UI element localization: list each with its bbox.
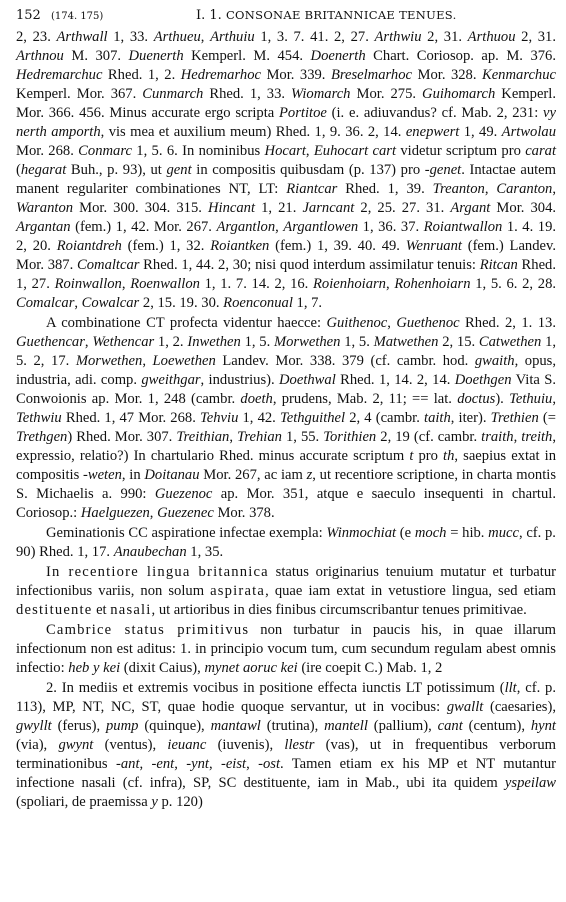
italic-term: -ost <box>258 756 280 772</box>
text-run: Kemperl. Mor. 366. 456. Minus accurate ergo scripta <box>16 86 556 121</box>
text-run: , <box>305 143 314 159</box>
text-run: , <box>139 756 152 772</box>
text-run: , <box>149 505 158 521</box>
italic-term: Comaltcar <box>77 257 140 273</box>
italic-term: doctus <box>457 391 496 407</box>
italic-term: moch <box>414 525 447 541</box>
italic-term: Hocart <box>264 143 306 159</box>
italic-term: hegarat <box>20 162 67 178</box>
text-run: Rhed. 1, 33. <box>203 86 292 102</box>
text-run: Mor. 304. <box>490 200 557 216</box>
spaced-emphasis: Cambrice status primitivus <box>46 622 250 638</box>
paragraph <box>16 563 556 620</box>
spaced-emphasis: In recentiore lingua britannica <box>46 564 269 580</box>
text-run: Chart. Coriosop. ap. M. 376. <box>365 48 556 64</box>
italic-term: z <box>306 467 313 483</box>
text-run: ( <box>16 162 21 178</box>
text-run: , ut artioribus in dies finibus circumscribantur tenues primitivae. <box>151 602 527 618</box>
text-run: ap. Mor. 351, atque e saeculo insequenti in chartul. Coriosop.: <box>16 486 556 521</box>
text-run: (e <box>396 525 415 541</box>
text-run: , cf. p. 90) Rhed. 1, 17. <box>16 525 556 560</box>
text-run: , <box>208 756 221 772</box>
italic-term: Portitoe <box>279 105 327 121</box>
italic-term: Arthueu <box>153 29 201 45</box>
text-run: (fem.) 1, 39. 40. 49. <box>269 238 406 254</box>
italic-term: carat <box>525 143 557 159</box>
paragraph <box>16 679 556 812</box>
text-run: Rhed. 1, 39. <box>337 181 433 197</box>
spaced-emphasis: aspirata <box>210 583 266 599</box>
text-run: 1, 35. <box>186 544 224 560</box>
text-run: , saepius extat in compositis <box>16 448 556 483</box>
text-run: , in <box>121 467 145 483</box>
text-run: Landev. Mor. 338. 379 (cf. cambr. hod. <box>215 353 475 369</box>
text-run: 2. In mediis et extremis vocibus in positione effecta iunctis LT potissimum ( <box>46 680 505 696</box>
paragraph <box>16 524 556 562</box>
text-run: , <box>174 756 187 772</box>
text-run: Rhed. 1, 14. 2, 14. <box>335 372 455 388</box>
text-run: . Tamen etiam ex his MP et NT mutantur infectione nasali (cf. infra), SP, SC destituente, iam in Mab., ubi ita quidem <box>16 756 556 791</box>
text-run: Kemperl. M. 454. <box>183 48 311 64</box>
italic-term: mantell <box>324 718 368 734</box>
italic-term: enepwert <box>405 124 460 140</box>
paragraph <box>16 28 556 313</box>
italic-term: Guethenoc <box>396 315 460 331</box>
text-run: non turbatur in paucis his, in quae illarum infectionum non est aditus: 1. in principio vocum tum, cum secundum regulam abest omnis infectio: <box>16 622 557 676</box>
italic-term: -weten <box>82 467 122 483</box>
italic-term: Doenerth <box>310 48 366 64</box>
spaced-emphasis: destituente <box>16 602 93 618</box>
text-run: (quinque), <box>138 718 211 734</box>
italic-term: gwallt <box>446 699 484 715</box>
text-run: (vas), ut in frequentibus verborum terminationibus <box>16 737 556 772</box>
text-run: Geminationis CC aspiratione infectae exempla: <box>46 525 327 541</box>
italic-term: Roenconual <box>223 295 293 311</box>
italic-term: Conmarc <box>78 143 132 159</box>
chapter-number: I. 1. <box>196 8 222 23</box>
text-run: , <box>552 391 556 407</box>
text-run: 1, 5. 2, 17. <box>16 334 557 369</box>
text-run: 1, 33. <box>107 29 154 45</box>
text-run: (ferus), <box>51 718 106 734</box>
italic-term: th <box>443 448 455 464</box>
italic-term: Trethien <box>490 410 539 426</box>
text-run: , <box>121 276 131 292</box>
italic-term: Trethgen <box>16 429 68 445</box>
text-run: 1, 42. <box>238 410 280 426</box>
text-run: Rhed. 1, 27. <box>16 257 557 292</box>
italic-term: Arthnou <box>16 48 64 64</box>
text-run: ) Rhed. Mor. 307. <box>67 429 177 445</box>
italic-term: gwaith <box>474 353 515 369</box>
italic-term: hynt <box>530 718 556 734</box>
italic-term: Cunmarch <box>142 86 204 102</box>
italic-term: cant <box>437 718 463 734</box>
italic-term: y <box>151 794 158 810</box>
italic-term: Loewethen <box>152 353 216 369</box>
running-header <box>16 6 556 28</box>
text-run: , ut recentiore scriptione, in charta montis S. Michaelis a. 990: <box>16 467 556 502</box>
text-run: Rhed. 1, 2. <box>102 67 181 83</box>
text-run: 1, 5. <box>340 334 374 350</box>
italic-term: Wiomarch <box>291 86 351 102</box>
text-run: 2, 31. <box>515 29 557 45</box>
text-run: in compositis quibusdam (p. 137) pro <box>191 162 425 178</box>
italic-term: Arthuiu <box>210 29 255 45</box>
text-run: Mor. 378. <box>213 505 275 521</box>
italic-term: llestr <box>284 737 315 753</box>
italic-term: Tehviu <box>199 410 239 426</box>
text-run: (pallium), <box>367 718 438 734</box>
text-run: 1, 3. 7. 41. 2, 27. <box>254 29 375 45</box>
spaced-emphasis: nasali <box>110 602 152 618</box>
text-run: , <box>513 429 522 445</box>
text-run: Mor. 268. <box>16 143 79 159</box>
text-run: Mor. 339. <box>260 67 331 83</box>
text-run: , cf. p. 113), MP, NT, NC, ST, quae hodie quoque servantur, ut in vocibus: <box>16 680 556 715</box>
page-number: 152 <box>16 8 41 23</box>
text-run: , iter). <box>450 410 491 426</box>
italic-term: Anaubechan <box>113 544 187 560</box>
text-run: Rhed. 1, 44. 2, 30; nisi quod interdum assimilatur tenuis: <box>139 257 480 273</box>
text-run: (via), <box>16 737 59 753</box>
italic-term: Torithien <box>323 429 377 445</box>
italic-term: Argantlowen <box>283 219 359 235</box>
italic-term: Haelguezen <box>80 505 150 521</box>
italic-term: Tethuiu <box>509 391 553 407</box>
italic-term: Inwethen <box>187 334 241 350</box>
text-run: Kemperl. Mor. 367. <box>16 86 143 102</box>
italic-term: Jarncant <box>302 200 355 216</box>
italic-term: Wenruant <box>405 238 462 254</box>
text-run: , <box>387 315 397 331</box>
italic-term: treith <box>521 429 553 445</box>
italic-term: -ynt <box>186 756 209 772</box>
italic-term: Roinwallon <box>54 276 122 292</box>
italic-term: Argantlon <box>216 219 276 235</box>
italic-term: heb y kei <box>68 660 121 676</box>
text-run: (fem.) 1, 32. <box>121 238 211 254</box>
italic-term: Breselmarhoc <box>330 67 413 83</box>
text-run: Mor. 300. 304. 315. <box>73 200 208 216</box>
text-run: A combinatione CT profecta videntur haecce: <box>46 315 327 331</box>
italic-term: ieuanc <box>167 737 207 753</box>
italic-term: taith <box>424 410 451 426</box>
text-run: , expressio, relatio?) In chartulario Rhed. minus accurate scriptum <box>16 429 557 464</box>
italic-term: Treanton <box>432 181 485 197</box>
text-run: 1. 4. 19. 2, 20. <box>16 219 557 254</box>
text-run: 1, 5. 6. In nominibus <box>131 143 265 159</box>
text-run: . Intactae autem manent regulariter combinationes NT, LT: <box>16 162 556 197</box>
paragraph <box>16 621 556 678</box>
text-run: , vis mea et auxilium meum) Rhed. 1, 9. 36. 2, 14. <box>100 124 406 140</box>
text-run: , <box>200 29 211 45</box>
italic-term: Hincant <box>208 200 256 216</box>
italic-term: Argantan <box>16 219 71 235</box>
italic-term: Arthwiu <box>374 29 422 45</box>
italic-term: Duenerth <box>128 48 184 64</box>
text-run: , <box>275 219 284 235</box>
italic-term: Kenmarchuc <box>481 67 556 83</box>
text-run: status originarius tenuium mutatur et turbatur infectionibus variis, non solum <box>16 564 556 599</box>
text-run: 1, 5. <box>240 334 274 350</box>
italic-term: -genet <box>424 162 462 178</box>
italic-term: Catwethen <box>478 334 542 350</box>
italic-term: llt <box>504 680 517 696</box>
italic-term: mynet aoruc kei <box>204 660 298 676</box>
italic-term: Morwethen <box>75 353 143 369</box>
italic-term: gweithgar <box>141 372 201 388</box>
text-run: Mor. 267, ac iam <box>199 467 307 483</box>
text-run: (spoliari, de praemissa <box>16 794 152 810</box>
text-run: 2, 23. <box>16 29 57 45</box>
italic-term: mucc <box>488 525 519 541</box>
text-run: Rhed. 2, 1. 13. <box>459 315 557 331</box>
text-run: 1, 55. <box>281 429 324 445</box>
italic-term: yspeilaw <box>504 775 556 791</box>
text-run: Buh., p. 93), ut <box>66 162 167 178</box>
italic-term: Guezenoc <box>154 486 213 502</box>
text-run: , <box>552 181 556 197</box>
text-run: Mor. 275. <box>350 86 423 102</box>
text-run: 1, 5. 6. 2, 28. <box>470 276 557 292</box>
italic-term: Arthwall <box>56 29 108 45</box>
italic-term: pump <box>106 718 139 734</box>
italic-term: Roenwallon <box>130 276 200 292</box>
text-run: (i. e. adiuvandus? cf. Mab. 2, 231: <box>326 105 544 121</box>
text-run: , industrius). <box>200 372 279 388</box>
italic-term: -ent <box>151 756 175 772</box>
text-run: , <box>74 295 82 311</box>
text-run: Mor. 328. <box>412 67 482 83</box>
text-run: , opus, industria, adi. comp. <box>16 353 557 388</box>
text-run: , <box>385 276 395 292</box>
text-run: 2, 19 (cf. cambr. <box>376 429 482 445</box>
italic-term: Doitanau <box>144 467 200 483</box>
italic-term: Matwethen <box>373 334 439 350</box>
italic-term: t <box>409 448 414 464</box>
italic-term: Roiantdreh <box>56 238 122 254</box>
text-run: 1, 1. 7. 14. 2, 16. <box>199 276 314 292</box>
text-run: 2, 31. <box>421 29 468 45</box>
italic-term: Arthuou <box>467 29 516 45</box>
italic-term: Roiantwallon <box>423 219 503 235</box>
italic-term: -ant <box>115 756 140 772</box>
italic-term: Cowalcar <box>81 295 140 311</box>
italic-term: Ritcan <box>479 257 518 273</box>
text-run: et <box>92 602 111 618</box>
text-run: (dixit Caius), <box>120 660 205 676</box>
italic-term: Rohenhoiarn <box>394 276 471 292</box>
italic-term: Winmochiat <box>326 525 397 541</box>
italic-term: Tethguithel <box>279 410 346 426</box>
italic-term: -eist <box>220 756 247 772</box>
text-run: p. 120) <box>157 794 203 810</box>
text-run: 2, 25. 27. 31. <box>354 200 451 216</box>
italic-term: Euhocart cart <box>313 143 397 159</box>
text-run: , <box>229 429 238 445</box>
italic-term: Comalcar <box>16 295 75 311</box>
text-run: , <box>246 756 259 772</box>
italic-term: Roienhoiarn <box>313 276 386 292</box>
text-run: (fem.) 1, 42. Mor. 267. <box>70 219 217 235</box>
italic-term: Artwolau <box>501 124 556 140</box>
italic-term: Doethwal <box>279 372 336 388</box>
text-run: , <box>142 353 153 369</box>
italic-term: Roiantken <box>210 238 270 254</box>
italic-term: Hedremarchuc <box>16 67 103 83</box>
text-run: 1, 49. <box>459 124 502 140</box>
text-run: Rhed. 1, 47 Mor. 268. <box>61 410 200 426</box>
text-run: 1, 2. <box>154 334 188 350</box>
italic-term: Argant <box>450 200 491 216</box>
text-run: , prudens, Mab. 2, 11; == lat. <box>272 391 458 407</box>
text-run: , quae iam extat in vetustiore lingua, sed etiam <box>265 583 556 599</box>
italic-term: doeth <box>240 391 273 407</box>
paragraph <box>16 314 556 523</box>
italic-term: Guihomarch <box>422 86 496 102</box>
section-ref: (174. 175) <box>50 11 104 22</box>
italic-term: traith <box>481 429 514 445</box>
italic-term: Waranton <box>16 200 74 216</box>
italic-term: Doethgen <box>454 372 512 388</box>
text-run: (caesaries), <box>483 699 556 715</box>
italic-term: Treithian <box>176 429 230 445</box>
italic-term: vy nerth amporth <box>16 105 557 140</box>
italic-term: gwynt <box>58 737 94 753</box>
text-run: 1, 36. 37. <box>358 219 424 235</box>
text-run: 2, 15. <box>438 334 479 350</box>
text-run: (iuvenis), <box>206 737 285 753</box>
text-run: 2, 4 (cambr. <box>345 410 425 426</box>
text-run: = hib. <box>446 525 489 541</box>
text-run: 1, 21. <box>255 200 303 216</box>
text-run: ). <box>495 391 510 407</box>
italic-term: Guezenec <box>157 505 214 521</box>
italic-term: gent <box>166 162 192 178</box>
italic-term: Hedremarhoc <box>180 67 261 83</box>
italic-term: Guethencar <box>16 334 85 350</box>
chapter-title: CONSONAE BRITANNICAE TENUES. <box>225 8 457 22</box>
text-run: pro <box>413 448 444 464</box>
italic-term: Caranton <box>496 181 553 197</box>
text-run: M. 307. <box>63 48 129 64</box>
italic-term: Trehian <box>237 429 282 445</box>
text-run: (centum), <box>462 718 531 734</box>
text-run: , <box>84 334 93 350</box>
text-run: videtur scriptum pro <box>396 143 526 159</box>
text-run: (trutina), <box>260 718 325 734</box>
text-run: (= <box>538 410 556 426</box>
text-run: (ire coepit C.) Mab. 1, 2 <box>297 660 443 676</box>
italic-term: Riantcar <box>286 181 338 197</box>
text-run: (fem.) Landev. Mor. 387. <box>16 238 556 273</box>
text-run: , <box>484 181 497 197</box>
italic-term: Wethencar <box>92 334 155 350</box>
text-run: 1, 7. <box>292 295 323 311</box>
italic-term: Guithenoc <box>326 315 388 331</box>
text-run: Vita S. Conwoionis ap. Mor. 1, 248 (cambr. <box>16 372 556 407</box>
italic-term: Tethwiu <box>16 410 62 426</box>
text-run: 2, 15. 19. 30. <box>139 295 224 311</box>
body-text <box>16 28 556 812</box>
text-run: (ventus), <box>93 737 168 753</box>
italic-term: mantawl <box>210 718 261 734</box>
italic-term: gwyllt <box>16 718 52 734</box>
italic-term: Morwethen <box>273 334 341 350</box>
